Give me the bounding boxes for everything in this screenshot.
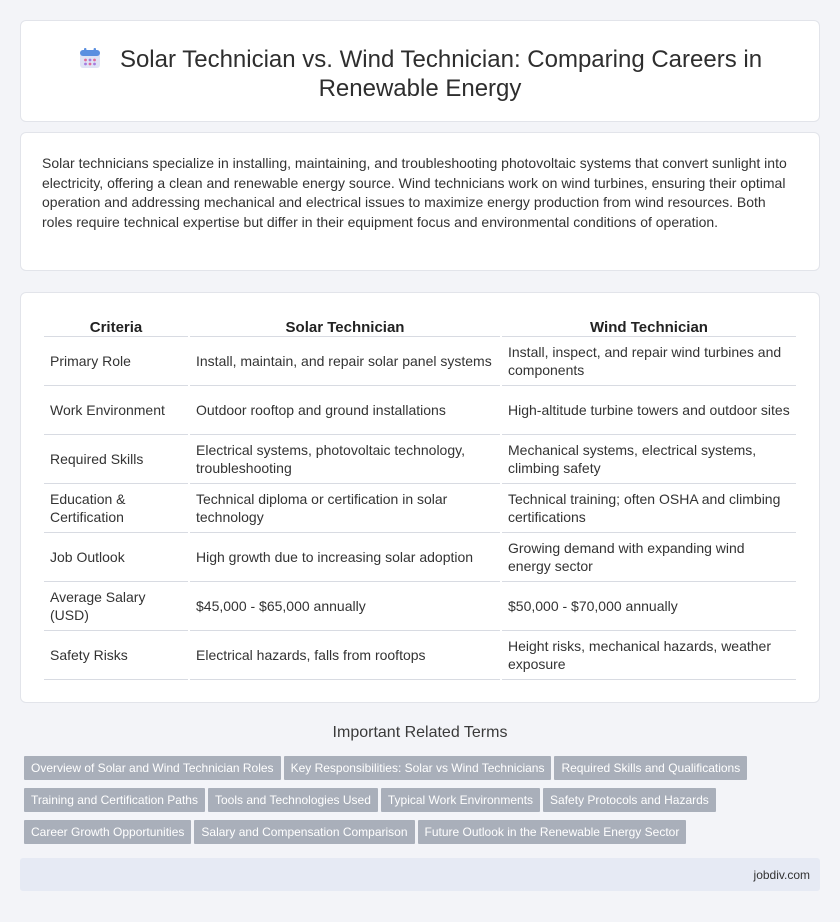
table-row — [44, 386, 796, 435]
title-card — [20, 20, 820, 122]
tag-row — [24, 788, 804, 820]
tag-row — [24, 756, 804, 788]
related-term-tag[interactable]: Required Skills and Qualifications — [554, 756, 747, 780]
related-term-tag[interactable]: Training and Certification Paths — [24, 788, 205, 812]
related-terms-title: Important Related Terms — [332, 724, 508, 741]
wind-cell: $50,000 - $70,000 annually — [502, 582, 796, 631]
solar-cell: Install, maintain, and repair solar panel systems — [190, 337, 500, 386]
criteria-cell: Safety Risks — [44, 631, 188, 680]
related-term-tag[interactable]: Typical Work Environments — [381, 788, 540, 812]
criteria-cell: Work Environment — [44, 386, 188, 435]
table-row — [44, 631, 796, 680]
related-term-tag[interactable]: Tools and Technologies Used — [208, 788, 378, 812]
related-term-tag[interactable]: Future Outlook in the Renewable Energy Sector — [418, 820, 687, 844]
solar-cell: Electrical hazards, falls from rooftops — [190, 631, 500, 680]
table-row — [44, 484, 796, 533]
criteria-cell: Job Outlook — [44, 533, 188, 582]
criteria-cell: Average Salary (USD) — [44, 582, 188, 631]
wind-cell: Height risks, mechanical hazards, weather exposure — [502, 631, 796, 680]
comparison-card — [20, 292, 820, 703]
wind-cell: Install, inspect, and repair wind turbines and components — [502, 337, 796, 386]
footer — [20, 858, 820, 891]
criteria-cell: Required Skills — [44, 435, 188, 484]
header-solar: Solar Technician — [190, 315, 500, 337]
table-row — [44, 533, 796, 582]
page-title-wrap — [21, 45, 819, 103]
criteria-cell: Primary Role — [44, 337, 188, 386]
related-term-tag[interactable]: Overview of Solar and Wind Technician Roles — [24, 756, 281, 780]
footer-site[interactable]: jobdiv.com — [753, 868, 810, 882]
table-row — [44, 337, 796, 386]
table-row — [44, 435, 796, 484]
criteria-cell: Education & Certification — [44, 484, 188, 533]
table-header-row — [44, 315, 796, 337]
related-term-tag[interactable]: Career Growth Opportunities — [24, 820, 191, 844]
related-terms-list — [24, 756, 804, 852]
calendar-icon — [78, 46, 102, 70]
header-wind: Wind Technician — [502, 315, 796, 337]
solar-cell: Outdoor rooftop and ground installations — [190, 386, 500, 435]
intro-card — [20, 132, 820, 271]
solar-cell: Electrical systems, photovoltaic technology, troubleshooting — [190, 435, 500, 484]
related-term-tag[interactable]: Safety Protocols and Hazards — [543, 788, 716, 812]
solar-cell: $45,000 - $65,000 annually — [190, 582, 500, 631]
intro-paragraph: Solar technicians specialize in installing, maintaining, and troubleshooting photovoltaic systems that convert sunlight into electricity, offering a clean and renewable energy source. Wind technicians work on wind turbines, ensuring their optimal operation and addressing mechanical and electrical issues to maximize energy production from wind resources. Both roles require technical expertise but differ in their equipment focus and environmental conditions of operation. — [42, 155, 787, 230]
tag-row — [24, 820, 804, 852]
solar-cell: Technical diploma or certification in solar technology — [190, 484, 500, 533]
wind-cell: Growing demand with expanding wind energy sector — [502, 533, 796, 582]
header-criteria: Criteria — [44, 315, 188, 337]
solar-cell: High growth due to increasing solar adoption — [190, 533, 500, 582]
related-term-tag[interactable]: Key Responsibilities: Solar vs Wind Technicians — [284, 756, 552, 780]
wind-cell: Technical training; often OSHA and climbing certifications — [502, 484, 796, 533]
wind-cell: Mechanical systems, electrical systems, climbing safety — [502, 435, 796, 484]
page-title: Solar Technician vs. Wind Technician: Comparing Careers in Renewable Energy — [119, 46, 763, 102]
comparison-table — [42, 315, 798, 680]
related-term-tag[interactable]: Salary and Compensation Comparison — [194, 820, 414, 844]
wind-cell: High-altitude turbine towers and outdoor sites — [502, 386, 796, 435]
table-row — [44, 582, 796, 631]
